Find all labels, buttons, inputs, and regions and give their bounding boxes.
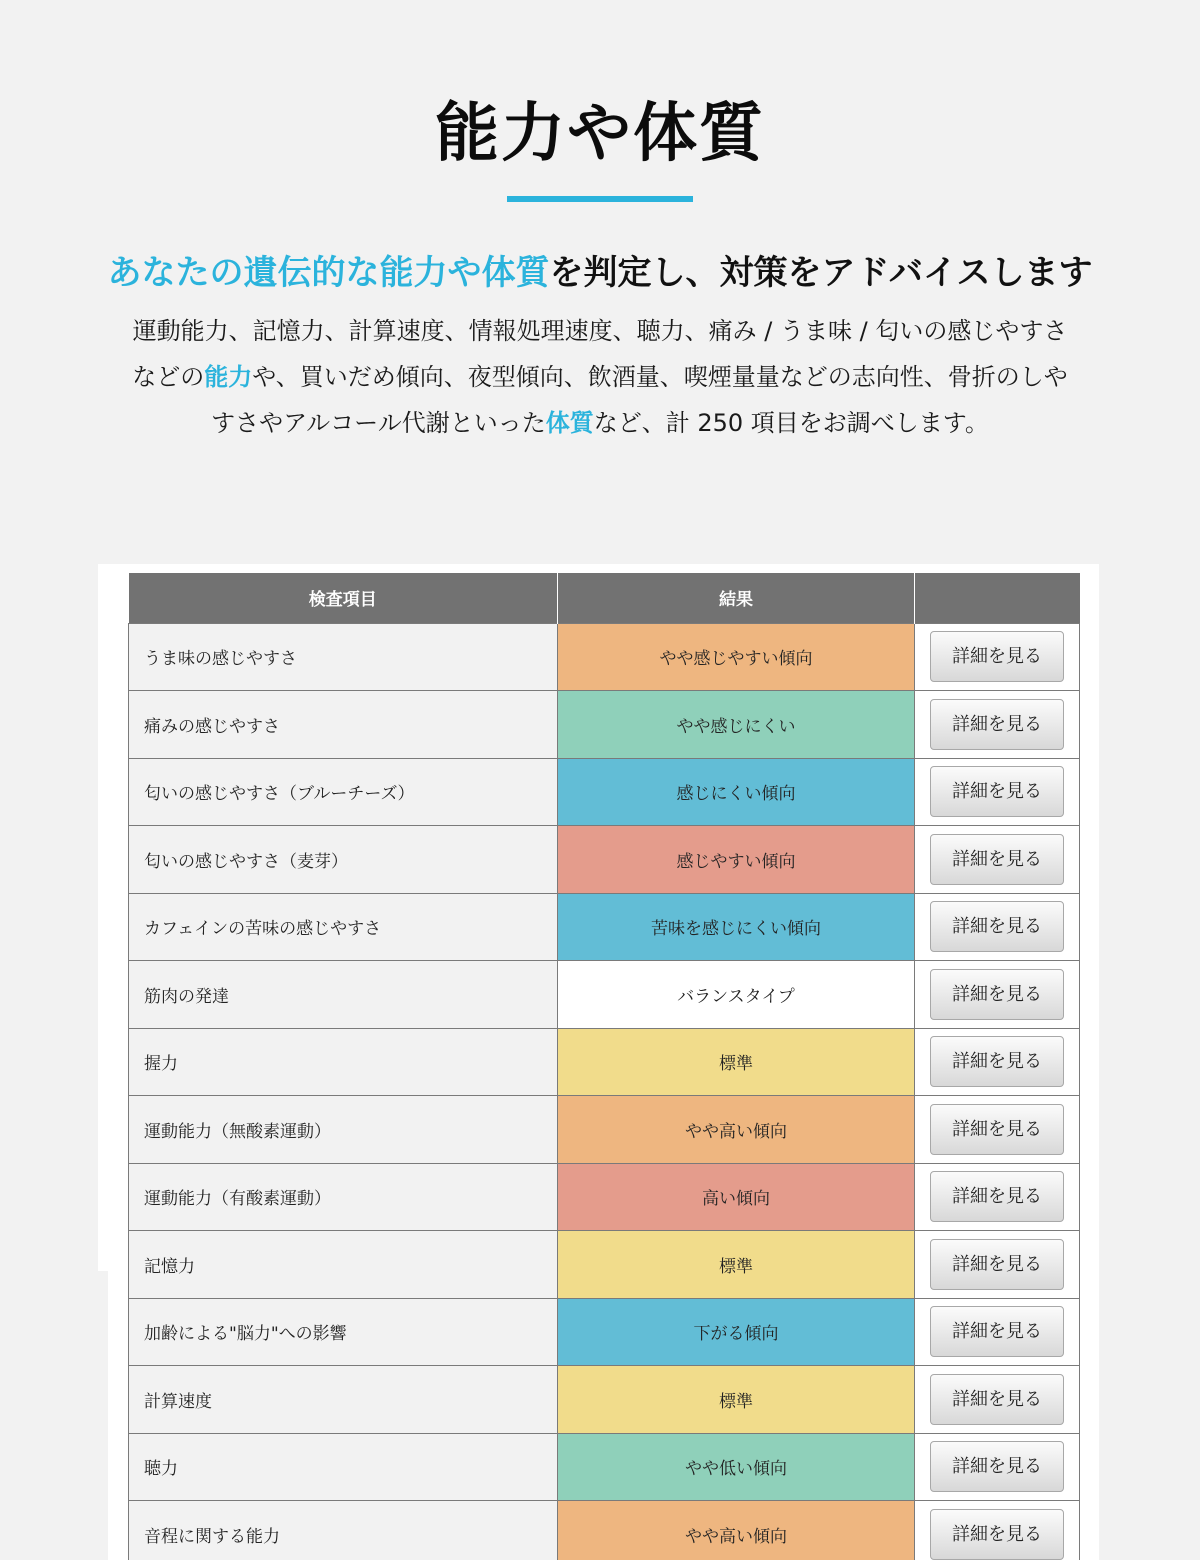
highlight-constitution: 体質	[545, 409, 594, 437]
result-value: 標準	[558, 1028, 915, 1096]
view-details-button[interactable]: 詳細を見る	[930, 1104, 1064, 1155]
test-item-name: 運動能力（無酸素運動）	[129, 1096, 558, 1164]
table-row	[129, 826, 1080, 894]
action-cell	[915, 623, 1080, 691]
test-item-name: カフェインの苦味の感じやすさ	[129, 893, 558, 961]
test-item-name: 音程に関する能力	[129, 1501, 558, 1560]
results-table	[128, 573, 1080, 1560]
action-cell	[915, 1096, 1080, 1164]
description-line-2	[90, 354, 1110, 400]
test-item-name: 匂いの感じやすさ（麦芽）	[129, 826, 558, 894]
view-details-button[interactable]: 詳細を見る	[930, 631, 1064, 682]
description-text: などの	[132, 363, 205, 391]
action-cell	[915, 961, 1080, 1029]
description	[90, 308, 1110, 446]
action-cell	[915, 758, 1080, 826]
view-details-button[interactable]: 詳細を見る	[930, 969, 1064, 1020]
column-header-item: 検査項目	[129, 573, 558, 623]
table-body	[129, 623, 1080, 1560]
result-value: やや低い傾向	[558, 1433, 915, 1501]
description-text: や、買いだめ傾向、夜型傾向、飲酒量、喫煙量量などの志向性、骨折のしや	[252, 363, 1068, 391]
view-details-button[interactable]: 詳細を見る	[930, 1509, 1064, 1560]
column-header-result: 結果	[558, 573, 915, 623]
result-value: やや高い傾向	[558, 1096, 915, 1164]
action-cell	[915, 1366, 1080, 1434]
table-row	[129, 1501, 1080, 1560]
subheading	[0, 248, 1200, 298]
test-item-name: 加齢による"脳力"への影響	[129, 1298, 558, 1366]
test-item-name: 筋肉の発達	[129, 961, 558, 1029]
result-value: やや感じにくい	[558, 691, 915, 759]
action-cell	[915, 691, 1080, 759]
test-item-name: 記憶力	[129, 1231, 558, 1299]
view-details-button[interactable]: 詳細を見る	[930, 1441, 1064, 1492]
view-details-button[interactable]: 詳細を見る	[930, 901, 1064, 952]
table-row	[129, 623, 1080, 691]
view-details-button[interactable]: 詳細を見る	[930, 1036, 1064, 1087]
result-value: 感じにくい傾向	[558, 758, 915, 826]
result-value: やや高い傾向	[558, 1501, 915, 1560]
test-item-name: 計算速度	[129, 1366, 558, 1434]
table-row	[129, 1366, 1080, 1434]
table-row	[129, 1433, 1080, 1501]
subheading-accent: あなたの遺伝的な能力や体質	[107, 253, 550, 293]
result-value: やや感じやすい傾向	[558, 623, 915, 691]
table-row	[129, 758, 1080, 826]
test-item-name: 痛みの感じやすさ	[129, 691, 558, 759]
test-item-name: 匂いの感じやすさ（ブルーチーズ）	[129, 758, 558, 826]
result-value: 苦味を感じにくい傾向	[558, 893, 915, 961]
table-header-row	[129, 573, 1080, 623]
test-item-name: 聴力	[129, 1433, 558, 1501]
table-row	[129, 961, 1080, 1029]
view-details-button[interactable]: 詳細を見る	[930, 1374, 1064, 1425]
action-cell	[915, 1231, 1080, 1299]
title-underline	[507, 196, 693, 202]
action-cell	[915, 1028, 1080, 1096]
view-details-button[interactable]: 詳細を見る	[930, 834, 1064, 885]
table-row	[129, 1096, 1080, 1164]
result-value: 感じやすい傾向	[558, 826, 915, 894]
page-title: 能力や体質	[435, 97, 765, 171]
result-value: 標準	[558, 1366, 915, 1434]
description-line-3	[90, 400, 1110, 446]
table-row	[129, 691, 1080, 759]
table-row	[129, 1298, 1080, 1366]
result-value: 下がる傾向	[558, 1298, 915, 1366]
action-cell	[915, 893, 1080, 961]
description-text: すさやアルコール代謝といった	[211, 409, 546, 437]
table-row	[129, 1163, 1080, 1231]
column-header-action	[915, 573, 1080, 623]
view-details-button[interactable]: 詳細を見る	[930, 699, 1064, 750]
view-details-button[interactable]: 詳細を見る	[930, 766, 1064, 817]
subheading-rest: を判定し、対策をアドバイスします	[549, 253, 1093, 293]
result-value: 高い傾向	[558, 1163, 915, 1231]
result-value: 標準	[558, 1231, 915, 1299]
test-item-name: 握力	[129, 1028, 558, 1096]
description-line-1: 運動能力、記憶力、計算速度、情報処理速度、聴力、痛み / うま味 / 匂いの感じやすさ	[132, 317, 1068, 345]
test-item-name: 運動能力（有酸素運動）	[129, 1163, 558, 1231]
table-row	[129, 1231, 1080, 1299]
action-cell	[915, 1298, 1080, 1366]
table-row	[129, 1028, 1080, 1096]
action-cell	[915, 826, 1080, 894]
view-details-button[interactable]: 詳細を見る	[930, 1239, 1064, 1290]
table-row	[129, 893, 1080, 961]
action-cell	[915, 1163, 1080, 1231]
highlight-ability: 能力	[204, 363, 253, 391]
description-text: など、計 250 項目をお調べします。	[593, 409, 989, 437]
view-details-button[interactable]: 詳細を見る	[930, 1306, 1064, 1357]
test-item-name: うま味の感じやすさ	[129, 623, 558, 691]
view-details-button[interactable]: 詳細を見る	[930, 1171, 1064, 1222]
action-cell	[915, 1501, 1080, 1560]
result-value: バランスタイプ	[558, 961, 915, 1029]
action-cell	[915, 1433, 1080, 1501]
